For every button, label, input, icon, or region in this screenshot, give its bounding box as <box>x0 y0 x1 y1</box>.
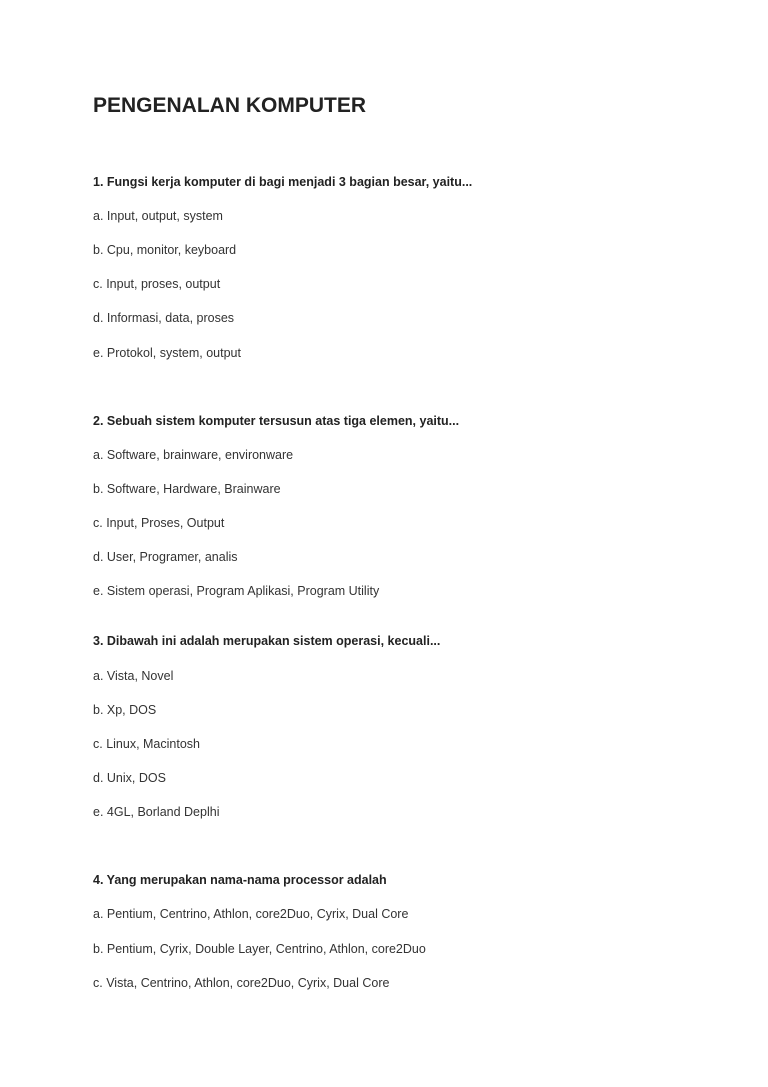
question-2-option-b: b. Software, Hardware, Brainware <box>93 482 281 496</box>
question-3-option-c: c. Linux, Macintosh <box>93 737 200 751</box>
question-4-text: 4. Yang merupakan nama-nama processor adalah <box>93 873 387 887</box>
question-2-option-c: c. Input, Proses, Output <box>93 516 225 530</box>
question-4-option-c: c. Vista, Centrino, Athlon, core2Duo, Cyrix, Dual Core <box>93 976 390 990</box>
question-1-text: 1. Fungsi kerja komputer di bagi menjadi 3 bagian besar, yaitu... <box>93 175 473 189</box>
question-3-option-d: d. Unix, DOS <box>93 771 166 785</box>
question-3-option-b: b. Xp, DOS <box>93 703 157 717</box>
question-4-option-a: a. Pentium, Centrino, Athlon, core2Duo, Cyrix, Dual Core <box>93 907 409 921</box>
page-title: PENGENALAN KOMPUTER <box>93 94 367 117</box>
question-2-option-a: a. Software, brainware, environware <box>93 448 294 462</box>
question-1-option-e: e. Protokol, system, output <box>93 346 241 360</box>
question-2-option-e: e. Sistem operasi, Program Aplikasi, Program Utility <box>93 584 380 598</box>
question-1-option-b: b. Cpu, monitor, keyboard <box>93 243 237 257</box>
question-1-option-a: a. Input, output, system <box>93 209 223 223</box>
question-2-option-d: d. User, Programer, analis <box>93 550 238 564</box>
question-1-option-c: c. Input, proses, output <box>93 277 221 291</box>
question-3-text: 3. Dibawah ini adalah merupakan sistem operasi, kecuali... <box>93 634 441 648</box>
question-4-option-b: b. Pentium, Cyrix, Double Layer, Centrino, Athlon, core2Duo <box>93 942 426 956</box>
question-3-option-a: a. Vista, Novel <box>93 669 174 683</box>
question-1-option-d: d. Informasi, data, proses <box>93 311 235 325</box>
question-3-option-e: e. 4GL, Borland Deplhi <box>93 805 220 819</box>
question-2-text: 2. Sebuah sistem komputer tersusun atas tiga elemen, yaitu... <box>93 414 460 428</box>
